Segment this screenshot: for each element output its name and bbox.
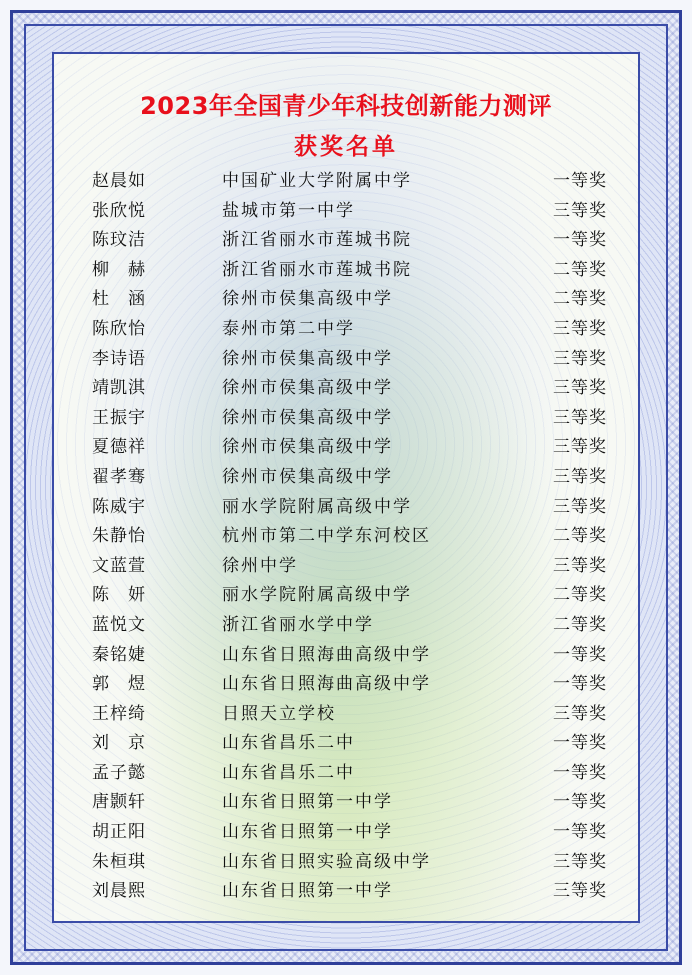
winner-award: 一等奖 bbox=[553, 822, 607, 843]
winner-school: 山东省日照第一中学 bbox=[222, 792, 393, 813]
winner-school: 徐州市侯集高级中学 bbox=[222, 289, 393, 310]
winner-school: 盐城市第一中学 bbox=[222, 200, 355, 221]
winner-award: 三等奖 bbox=[553, 496, 607, 517]
page-subtitle: 获奖名单 bbox=[294, 134, 398, 160]
winner-row bbox=[92, 522, 607, 552]
winner-school: 浙江省丽水学中学 bbox=[222, 614, 374, 635]
winner-row bbox=[92, 848, 607, 878]
winner-name: 王振宇 bbox=[92, 407, 146, 428]
winner-award: 一等奖 bbox=[553, 792, 607, 813]
winner-award: 二等奖 bbox=[553, 585, 607, 606]
winner-name: 刘晨熙 bbox=[92, 881, 146, 902]
winner-school: 徐州中学 bbox=[222, 555, 298, 576]
winner-row bbox=[92, 552, 607, 582]
winner-award: 一等奖 bbox=[553, 762, 607, 783]
winner-award: 一等奖 bbox=[553, 171, 607, 191]
winner-row bbox=[92, 641, 607, 671]
winner-row bbox=[92, 167, 607, 197]
winner-name: 李诗语 bbox=[92, 348, 146, 369]
winner-row bbox=[92, 197, 607, 227]
winner-school: 丽水学院附属高级中学 bbox=[222, 585, 412, 606]
winner-award: 三等奖 bbox=[553, 200, 607, 221]
winner-name: 文蓝萱 bbox=[92, 555, 146, 576]
winner-school: 徐州市侯集高级中学 bbox=[222, 466, 393, 487]
winner-school: 日照天立学校 bbox=[222, 703, 336, 724]
winner-award: 三等奖 bbox=[553, 881, 607, 902]
winner-award: 二等奖 bbox=[553, 526, 607, 547]
winner-award: 一等奖 bbox=[553, 230, 607, 251]
winner-award: 三等奖 bbox=[553, 466, 607, 487]
winner-row bbox=[92, 700, 607, 730]
winner-name: 赵晨如 bbox=[92, 171, 146, 191]
winner-award: 一等奖 bbox=[553, 644, 607, 665]
winner-school: 丽水学院附属高级中学 bbox=[222, 496, 412, 517]
winner-row bbox=[92, 611, 607, 641]
winner-school: 浙江省丽水市莲城书院 bbox=[222, 230, 412, 251]
winner-row bbox=[92, 818, 607, 848]
winner-name: 陈欣怡 bbox=[92, 318, 146, 339]
winner-school: 山东省日照第一中学 bbox=[222, 822, 393, 843]
winner-school: 山东省昌乐二中 bbox=[222, 733, 355, 754]
winner-award: 三等奖 bbox=[553, 851, 607, 872]
winner-school: 徐州市侯集高级中学 bbox=[222, 378, 393, 399]
winner-school: 山东省昌乐二中 bbox=[222, 762, 355, 783]
winner-row bbox=[92, 226, 607, 256]
winner-row bbox=[92, 493, 607, 523]
winner-row bbox=[92, 788, 607, 818]
winner-award: 三等奖 bbox=[553, 407, 607, 428]
winner-name: 陈威宇 bbox=[92, 496, 146, 517]
winner-row bbox=[92, 581, 607, 611]
winner-row bbox=[92, 374, 607, 404]
winner-row bbox=[92, 345, 607, 375]
winner-school: 泰州市第二中学 bbox=[222, 318, 355, 339]
winner-name: 孟子懿 bbox=[92, 762, 146, 783]
winner-name: 柳 赫 bbox=[92, 259, 146, 280]
winner-award: 一等奖 bbox=[553, 733, 607, 754]
winner-row bbox=[92, 315, 607, 345]
winner-name: 王梓绮 bbox=[92, 703, 146, 724]
winner-award: 二等奖 bbox=[553, 614, 607, 635]
winner-award: 三等奖 bbox=[553, 348, 607, 369]
winner-row bbox=[92, 285, 607, 315]
winner-name: 朱桓琪 bbox=[92, 851, 146, 872]
winner-list bbox=[92, 167, 607, 907]
winner-name: 靖凯淇 bbox=[92, 378, 146, 399]
winner-award: 三等奖 bbox=[553, 437, 607, 458]
winner-name: 胡正阳 bbox=[92, 822, 146, 843]
winner-row bbox=[92, 877, 607, 907]
winner-award: 一等奖 bbox=[553, 674, 607, 695]
winner-name: 杜 涵 bbox=[92, 289, 146, 310]
winner-school: 山东省日照第一中学 bbox=[222, 881, 393, 902]
winner-school: 浙江省丽水市莲城书院 bbox=[222, 259, 412, 280]
winner-name: 蓝悦文 bbox=[92, 614, 146, 635]
winner-award: 二等奖 bbox=[553, 259, 607, 280]
winner-row bbox=[92, 759, 607, 789]
winner-row bbox=[92, 463, 607, 493]
winner-award: 三等奖 bbox=[553, 555, 607, 576]
winner-school: 山东省日照实验高级中学 bbox=[222, 851, 431, 872]
winner-school: 徐州市侯集高级中学 bbox=[222, 437, 393, 458]
winner-row bbox=[92, 256, 607, 286]
winner-award: 三等奖 bbox=[553, 703, 607, 724]
winner-row bbox=[92, 670, 607, 700]
winner-name: 陈 妍 bbox=[92, 585, 146, 606]
winner-name: 唐颢轩 bbox=[92, 792, 146, 813]
winner-name: 秦铭婕 bbox=[92, 644, 146, 665]
winner-name: 郭 煜 bbox=[92, 674, 146, 695]
winner-school: 中国矿业大学附属中学 bbox=[222, 171, 412, 191]
winner-row bbox=[92, 729, 607, 759]
winner-name: 张欣悦 bbox=[92, 200, 146, 221]
winner-award: 三等奖 bbox=[553, 378, 607, 399]
winner-name: 夏德祥 bbox=[92, 437, 146, 458]
winner-name: 刘 京 bbox=[92, 733, 146, 754]
winner-award: 三等奖 bbox=[553, 318, 607, 339]
winner-name: 陈玟洁 bbox=[92, 230, 146, 251]
winner-row bbox=[92, 404, 607, 434]
winner-school: 杭州市第二中学东河校区 bbox=[222, 526, 431, 547]
winner-school: 徐州市侯集高级中学 bbox=[222, 407, 393, 428]
winner-row bbox=[92, 433, 607, 463]
page-title: 2023年全国青少年科技创新能力测评 bbox=[140, 92, 552, 120]
winner-name: 翟孝骞 bbox=[92, 466, 146, 487]
winner-school: 徐州市侯集高级中学 bbox=[222, 348, 393, 369]
winner-school: 山东省日照海曲高级中学 bbox=[222, 674, 431, 695]
winner-name: 朱静怡 bbox=[92, 526, 146, 547]
winner-school: 山东省日照海曲高级中学 bbox=[222, 644, 431, 665]
winner-award: 二等奖 bbox=[553, 289, 607, 310]
